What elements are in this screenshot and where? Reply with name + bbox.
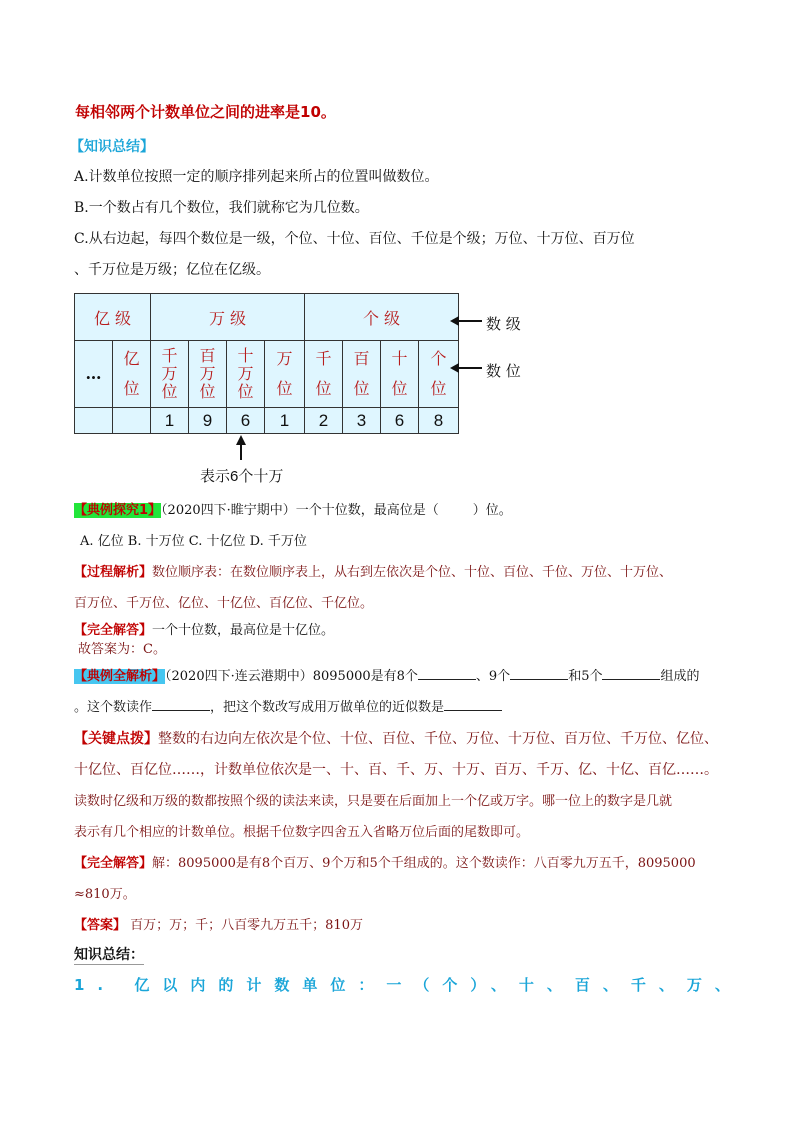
example1-tag: 【典例探究1】: [74, 503, 162, 518]
intro-line: 每相邻两个计数单位之间的进率是10。: [75, 103, 336, 121]
key-text1: 整数的右边向左依次是个位、十位、百位、千位、万位、十万位、百万位、千万位、亿位、: [158, 731, 718, 747]
positions-row: [75, 341, 459, 408]
example2-q3: 和5个: [568, 669, 603, 684]
example1-question-a: （2020四下·睢宁期中）一个十位数，最高位是（: [161, 503, 439, 518]
key-tag: 【关键点拨】: [74, 731, 158, 747]
answer-text: 一个十位数，最高位是十亿位。: [152, 623, 335, 638]
level-label: 数 级: [486, 315, 521, 333]
position-text-9: 个 位: [430, 349, 447, 398]
level-arrow-line: [456, 320, 482, 322]
digit-cell-9: 8: [419, 408, 459, 434]
example1-question-b: ）位。: [472, 503, 512, 518]
position-arrow-line: [456, 367, 482, 369]
bottom-line: 1. 亿以内的计数单位：一（个）、十、百、千、万、: [74, 976, 743, 994]
key-line2: 十亿位、百亿位……，计数单位依次是一、十、百、千、万、十万、百万、千万、亿、十亿、百亿……。: [74, 762, 718, 778]
level-arrow-head: [450, 316, 459, 326]
example2-final: [74, 914, 363, 933]
example2-q2: 、9个: [475, 669, 511, 684]
summary-tag: 【知识总结】: [70, 139, 154, 155]
example2-answer-line2: ≈810万。: [74, 887, 136, 902]
summary-b: B.一个数占有几个数位，我们就称它为几位数。: [74, 200, 369, 216]
up-arrow-line: [240, 444, 242, 460]
example1-process-line2: 百万位、千万位、亿位、十亿位、百亿位、千亿位。: [74, 596, 374, 611]
example2-answer-line1: [74, 852, 696, 871]
example1-process-line1: [74, 561, 672, 580]
digit-cell-0: [75, 408, 113, 434]
summary-c-line2: 、千万位是万级；亿位在亿级。: [74, 262, 270, 278]
example1-options: A. 亿位 B. 十万位 C. 十亿位 D. 千万位: [80, 534, 307, 549]
process-text: 数位顺序表：在数位顺序表上，从右到左依次是个位、十位、百位、千位、万位、十万位、: [152, 565, 673, 580]
position-text-0: …: [85, 364, 102, 383]
digit-cell-6: 2: [305, 408, 343, 434]
place-value-table: [74, 293, 459, 434]
position-cell-8: [381, 341, 419, 408]
summary-a: A.计数单位按照一定的顺序排列起来所占的位置叫做数位。: [74, 169, 439, 185]
position-cell-0: [75, 341, 113, 408]
example1-final: 故答案为：C。: [78, 642, 166, 657]
example2-answer-text1: 解：8095000是有8个百万、9个万和5个千组成的。这个数读作：八百零九万五千，8095000: [152, 856, 696, 871]
digit-cell-7: 3: [343, 408, 381, 434]
position-text-1: 亿 位: [123, 349, 140, 398]
example2-q4: 组成的: [660, 669, 700, 684]
table-caption: 表示6个十万: [200, 468, 284, 485]
example1-answer: [74, 619, 334, 638]
position-cell-3: [189, 341, 227, 408]
position-text-7: 百 位: [353, 349, 370, 398]
summary2-tag: 知识总结：: [74, 944, 144, 965]
position-text-2: 千 万 位: [161, 346, 178, 401]
key-line4: 表示有几个相应的计数单位。根据千位数字四舍五入省略万位后面的尾数即可。: [74, 825, 530, 840]
digit-cell-3: 9: [189, 408, 227, 434]
key-line3: 读数时亿级和万级的数都按照个级的读法来读，只是要在后面加上一个亿或万字。哪一位上的数字是几就: [74, 794, 673, 809]
position-label: 数 位: [486, 362, 521, 380]
example2-tag: 【典例全解析】: [74, 669, 166, 684]
position-cell-7: [343, 341, 381, 408]
answer-tag: 【完全解答】: [74, 623, 153, 638]
process-tag: 【过程解析】: [74, 565, 153, 580]
group-ge: 个 级: [305, 294, 459, 341]
example2-question-line1: [74, 665, 699, 684]
key-line1: [74, 728, 718, 748]
example2-q1: （2020四下·连云港期中）8095000是有8个: [165, 669, 418, 684]
digit-cell-4: 6: [227, 408, 265, 434]
position-cell-9: [419, 341, 459, 408]
position-cell-6: [305, 341, 343, 408]
digit-cell-2: 1: [151, 408, 189, 434]
position-text-8: 十 位: [391, 349, 408, 398]
summary-c-line1: C.从右边起，每四个数位是一级，个位、十位、百位、千位是个级；万位、十万位、百万位: [74, 231, 635, 247]
group-yi: 亿 级: [75, 294, 151, 341]
position-cell-2: [151, 341, 189, 408]
digit-cell-1: [113, 408, 151, 434]
position-text-4: 十 万 位: [237, 346, 254, 401]
position-text-3: 百 万 位: [199, 346, 216, 401]
digit-cell-5: 1: [265, 408, 305, 434]
example2-answer-tag: 【完全解答】: [74, 856, 153, 871]
example2-q5: 。这个数读作: [74, 700, 153, 715]
final-tag: 【答案】: [74, 918, 127, 933]
final-text: 百万；万；千；八百零九万五千；810万: [126, 918, 363, 933]
position-cell-5: [265, 341, 305, 408]
position-cell-4: [227, 341, 265, 408]
group-wan: 万 级: [151, 294, 305, 341]
position-cell-1: [113, 341, 151, 408]
position-arrow-head: [450, 363, 459, 373]
example2-question-line2: [74, 696, 502, 715]
up-arrow-head: [236, 435, 246, 445]
example2-q6: ，把这个数改写成用万做单位的近似数是: [210, 700, 445, 715]
position-text-5: 万 位: [276, 349, 293, 398]
position-text-6: 千 位: [315, 349, 332, 398]
digit-cell-8: 6: [381, 408, 419, 434]
digits-row: [75, 408, 459, 434]
example1-question: [74, 499, 512, 518]
